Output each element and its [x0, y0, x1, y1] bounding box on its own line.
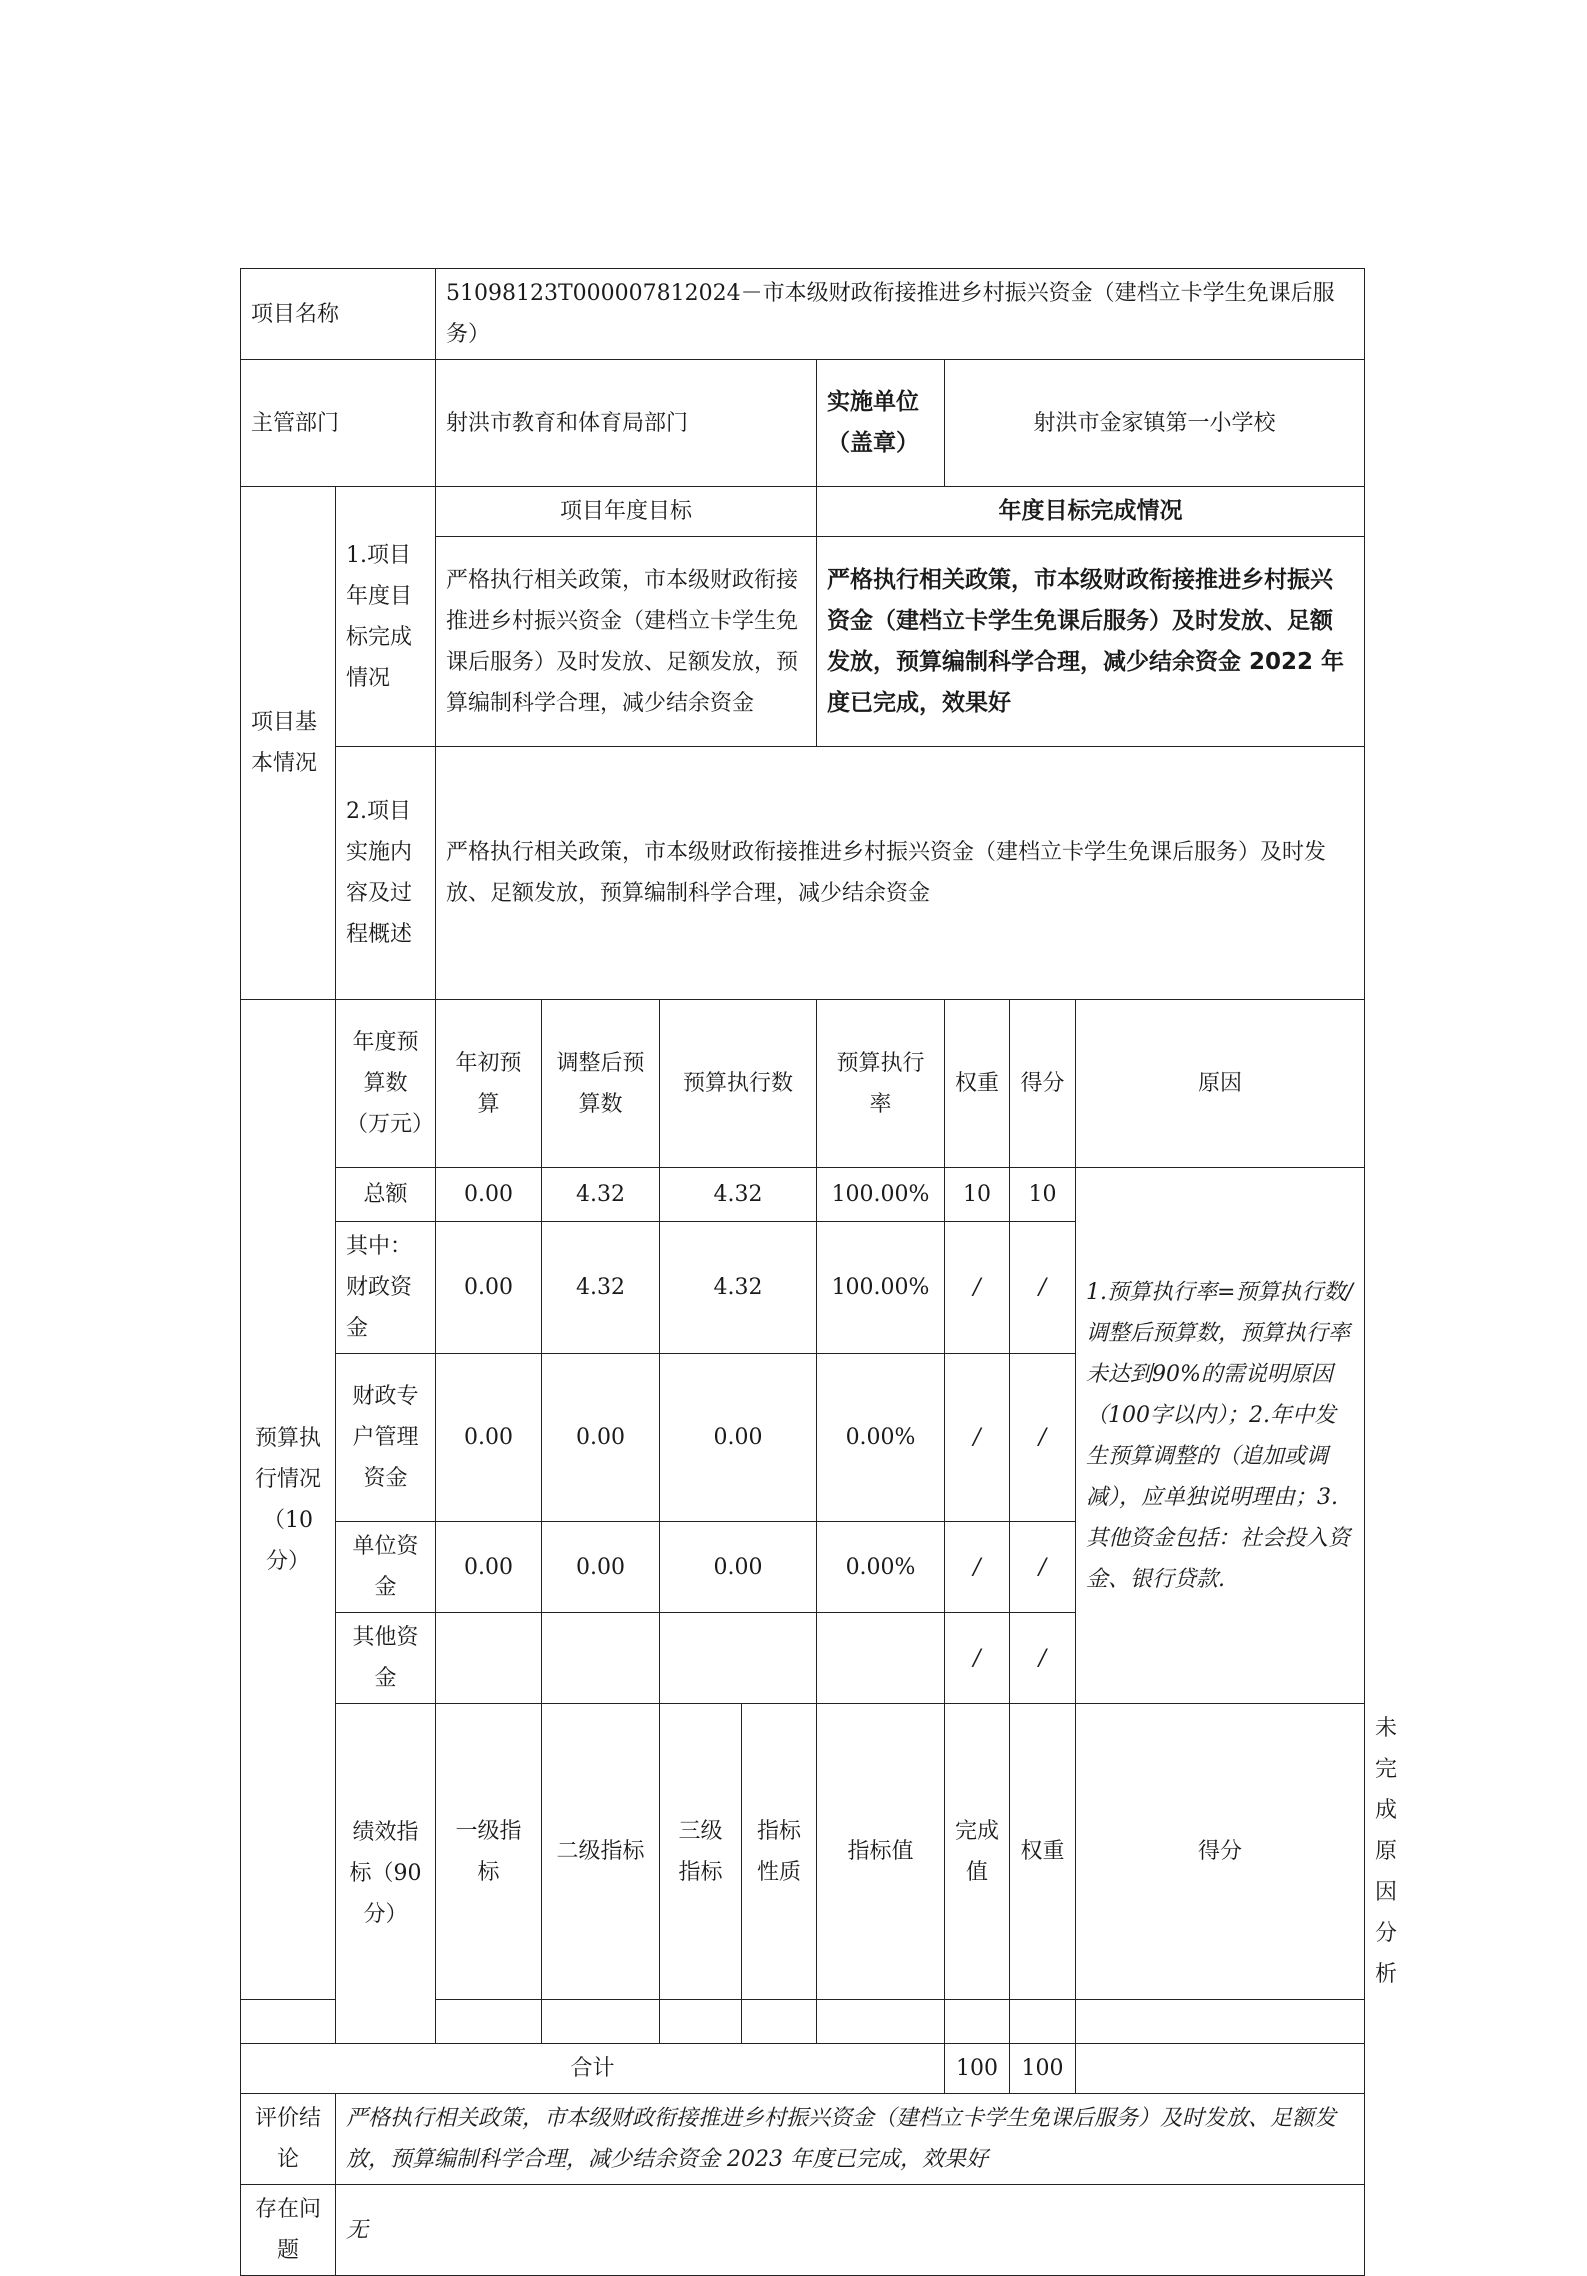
level2-indicator-header: 二级指标: [542, 1704, 660, 2000]
budget-row-initial: 0.00: [436, 1354, 542, 1522]
total-score: 100: [1010, 2044, 1076, 2094]
budget-row-score: /: [1010, 1354, 1076, 1522]
budget-row-name: 单位资金: [336, 1522, 436, 1613]
empty-cell: [742, 2000, 817, 2044]
implementing-unit-label: 实施单位（盖章）: [817, 360, 945, 487]
budget-row-weight: /: [945, 1522, 1010, 1613]
budget-row-name: 财政专户管理资金: [336, 1354, 436, 1522]
budget-row-executed: 4.32: [660, 1222, 817, 1354]
budget-row-rate: 0.00%: [817, 1522, 945, 1613]
score-header: 得分: [1010, 1000, 1076, 1168]
annual-budget-header: 年度预算数（万元）: [336, 1000, 436, 1168]
initial-budget-header: 年初预算: [436, 1000, 542, 1168]
goal-completion-text: 严格执行相关政策，市本级财政衔接推进乡村振兴资金（建档立卡学生免课后服务）及时发放、足额发放，预算编制科学合理，减少结余资金 2022 年度已完成，效果好: [817, 537, 1365, 747]
budget-row-name: 总额: [336, 1168, 436, 1222]
total-weight: 100: [945, 2044, 1010, 2094]
budget-row-rate: [817, 1613, 945, 1704]
empty-cell: [241, 2000, 336, 2044]
annual-goal-text: 严格执行相关政策，市本级财政衔接推进乡村振兴资金（建档立卡学生免课后服务）及时发放、足额发放，预算编制科学合理，减少结余资金: [436, 537, 817, 747]
annual-goal-header: 项目年度目标: [436, 487, 817, 537]
indicator-nature-header: 指标性质: [742, 1704, 817, 2000]
issues-text: 无: [336, 2185, 1365, 2276]
budget-row-score: /: [1010, 1522, 1076, 1613]
basic-situation-label: 项目基本情况: [241, 487, 336, 1000]
level3-indicator-header: 三级指标: [660, 1704, 742, 2000]
table-row: [241, 1168, 1365, 1222]
budget-row-score: /: [1010, 1613, 1076, 1704]
budget-row-executed: 0.00: [660, 1354, 817, 1522]
goal-completion-header: 年度目标完成情况: [817, 487, 1365, 537]
budget-row-rate: 0.00%: [817, 1354, 945, 1522]
implementing-unit-value: 射洪市金家镇第一小学校: [945, 360, 1365, 487]
budget-row-adjusted: 4.32: [542, 1222, 660, 1354]
weight-header: 权重: [945, 1000, 1010, 1168]
budget-row-adjusted: [542, 1613, 660, 1704]
evaluation-label: 评价结论: [241, 2094, 336, 2185]
indicator-weight-header: 权重: [1010, 1704, 1076, 2000]
empty-cell: [1076, 2044, 1365, 2094]
execution-rate-header: 预算执行率: [817, 1000, 945, 1168]
department-value: 射洪市教育和体育局部门: [436, 360, 817, 487]
budget-execution-label: 预算执行情况（10分）: [241, 1000, 336, 2000]
empty-cell: [1010, 2000, 1076, 2044]
performance-evaluation-form: 项目名称 51098123T000007812024－市本级财政衔接推进乡村振兴资金（建档立卡学生免课后服务） 主管部门 射洪市教育和体育局部门 实施单位（盖章） 射洪市金家镇第一小学校 项目基本情况 1.项目年度目标完成情况 项目年度目标 年度目标完成情况 严格执行相关政策，市本级财政衔接推进乡村振兴资金（建档立卡学生免课后服务）及时发放、足额发放，预算编制科学合理，减少结余资金 严格执行相关政策，市本级财政衔接推进乡村振兴资金（建档立卡学生免课后服务）及时发放、足额发放，预算编制科学合理，减少结余资金 2022 年度已完成，效果好 2.项目实施内容及过程概述 严格执行相关政策，市本级财政衔接推进乡村振兴资金（建档立卡学生免课后服务）及时发放、足额发放，预算编制科学合理，减少结余资金 预算执行情况（10分） 年度预算数（万元） 年初预算 调整后预算数 预算执行数 预算执行率 权重 得分 原因 总额 0.00 4.32 4.32 100.00% 10 10 1.预算执行率=预算执行数/调整后预算数，预算执行率未达到90%的需说明原因（100字以内）；2.年中发生预算调整的（追加或调减），应单独说明理由；3.其他资金包括：社会投入资金、银行贷款. 其中：财政资金 0.00 4.32 4.32 100.00% / / 财政专户管理资金 0.00 0.00 0.00 0.00% / / 单位资金 0.00 0.00 0.00 0.00% / / 其他资金 / / 绩效指标（90分） 一级指标 二级指标 三级指标 指标性质 指标值 完成值 权重 得分 未完成原因分析 合计 100 100 评价结论 严格执行相关政策，市本级财政衔接推进乡村振兴资金（建档立卡学生免课后服务）及时发放、足额发放，预算编制科学合理，减少结余资金 2023 年度已完成，效果好 存在问题 无: [240, 268, 1365, 2276]
empty-cell: [660, 2000, 742, 2044]
annual-goal-label: 1.项目年度目标完成情况: [336, 487, 436, 747]
indicator-value-header: 指标值: [817, 1704, 945, 2000]
budget-row-weight: /: [945, 1613, 1010, 1704]
empty-cell: [542, 2000, 660, 2044]
budget-row-weight: /: [945, 1354, 1010, 1522]
executed-budget-header: 预算执行数: [660, 1000, 817, 1168]
budget-row-initial: [436, 1613, 542, 1704]
budget-row-name: 其他资金: [336, 1613, 436, 1704]
performance-indicators-label: 绩效指标（90分）: [336, 1704, 436, 2044]
budget-row-weight: 10: [945, 1168, 1010, 1222]
implementation-process-text: 严格执行相关政策，市本级财政衔接推进乡村振兴资金（建档立卡学生免课后服务）及时发放、足额发放，预算编制科学合理，减少结余资金: [436, 747, 1365, 1000]
budget-row-executed: 4.32: [660, 1168, 817, 1222]
budget-row-name: 其中：财政资金: [336, 1222, 436, 1354]
empty-cell: [1076, 2000, 1365, 2044]
department-label: 主管部门: [241, 360, 436, 487]
adjusted-budget-header: 调整后预算数: [542, 1000, 660, 1168]
project-name-value: 51098123T000007812024－市本级财政衔接推进乡村振兴资金（建档立卡学生免课后服务）: [436, 269, 1365, 360]
budget-row-adjusted: 0.00: [542, 1522, 660, 1613]
evaluation-text: 严格执行相关政策，市本级财政衔接推进乡村振兴资金（建档立卡学生免课后服务）及时发放、足额发放，预算编制科学合理，减少结余资金 2023 年度已完成，效果好: [336, 2094, 1365, 2185]
implementation-process-label: 2.项目实施内容及过程概述: [336, 747, 436, 1000]
budget-row-initial: 0.00: [436, 1168, 542, 1222]
reason-header: 原因: [1076, 1000, 1365, 1168]
budget-row-initial: 0.00: [436, 1222, 542, 1354]
level1-indicator-header: 一级指标: [436, 1704, 542, 2000]
budget-row-weight: /: [945, 1222, 1010, 1354]
empty-cell: [945, 2000, 1010, 2044]
budget-notes: 1.预算执行率=预算执行数/调整后预算数，预算执行率未达到90%的需说明原因（100字以内）；2.年中发生预算调整的（追加或调减），应单独说明理由；3.其他资金包括：社会投入资金、银行贷款.: [1076, 1168, 1365, 1704]
budget-row-adjusted: 0.00: [542, 1354, 660, 1522]
budget-row-executed: 0.00: [660, 1522, 817, 1613]
project-name-label: 项目名称: [241, 269, 436, 360]
budget-row-initial: 0.00: [436, 1522, 542, 1613]
empty-cell: [436, 2000, 542, 2044]
budget-row-score: /: [1010, 1222, 1076, 1354]
budget-row-executed: [660, 1613, 817, 1704]
indicator-score-header: 得分: [1076, 1704, 1365, 2000]
empty-cell: [817, 2000, 945, 2044]
budget-row-rate: 100.00%: [817, 1222, 945, 1354]
issues-label: 存在问题: [241, 2185, 336, 2276]
total-label: 合计: [241, 2044, 945, 2094]
budget-row-score: 10: [1010, 1168, 1076, 1222]
budget-row-rate: 100.00%: [817, 1168, 945, 1222]
completion-value-header: 完成值: [945, 1704, 1010, 2000]
budget-row-adjusted: 4.32: [542, 1168, 660, 1222]
